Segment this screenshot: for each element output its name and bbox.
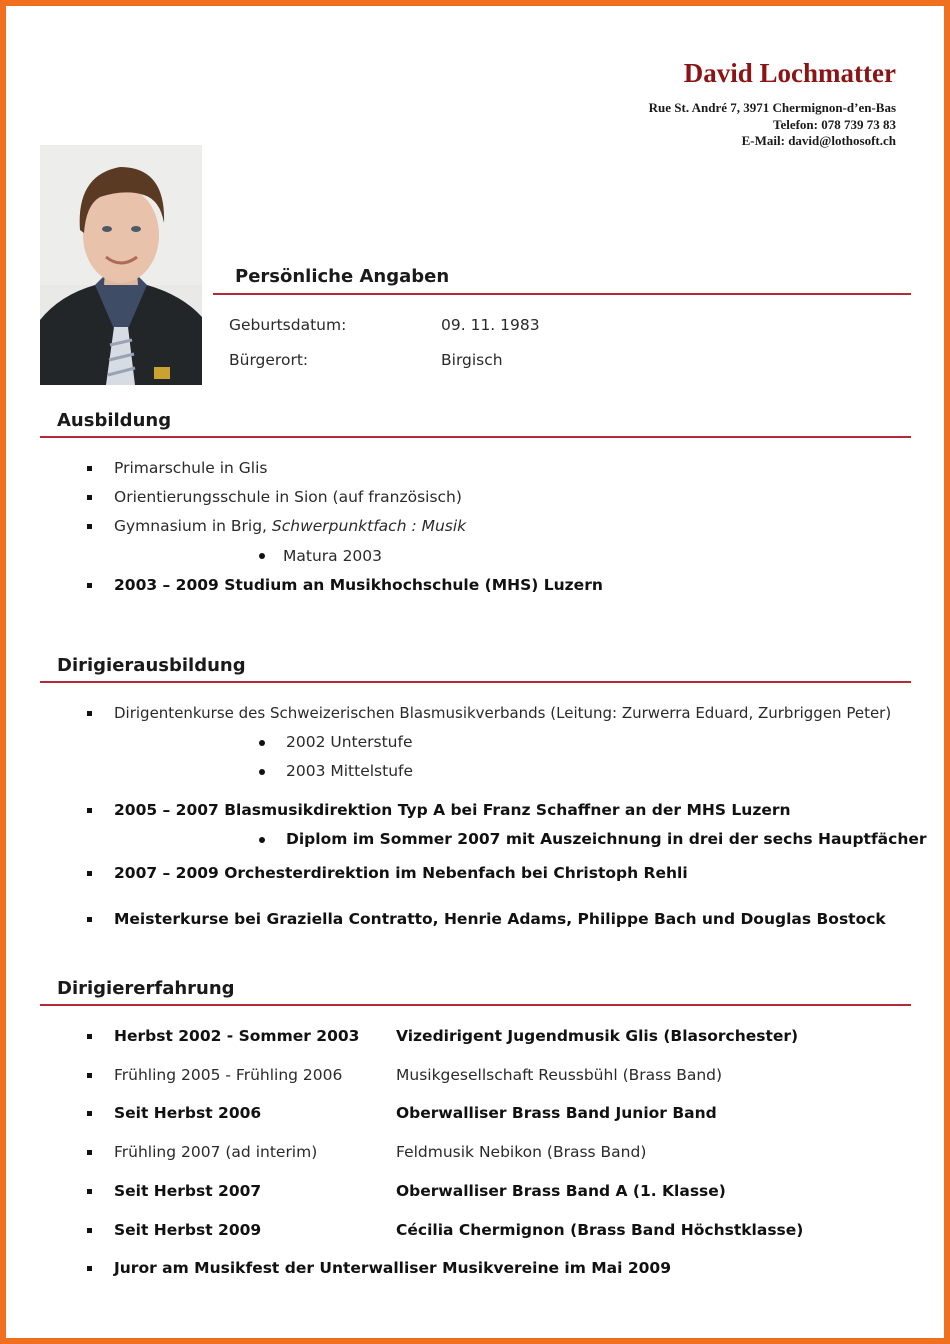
birth-label: Geburtsdatum: <box>229 316 347 334</box>
experience-period: Frühling 2005 - Frühling 2006 <box>114 1066 343 1084</box>
email: E-Mail: david@lothosoft.ch <box>741 133 896 148</box>
applicant-name: David Lochmatter <box>683 58 896 88</box>
section-title-personal: Persönliche Angaben <box>235 266 450 287</box>
experience-period: Herbst 2002 - Sommer 2003 <box>114 1027 360 1045</box>
list-item: 2005 – 2007 Blasmusikdirektion Typ A bei Franz Schaffner an der MHS Luzern <box>114 801 791 819</box>
sub-list-item: 2003 Mittelstufe <box>286 762 414 780</box>
experience-role: Oberwalliser Brass Band A (1. Klasse) <box>396 1182 726 1200</box>
sub-list-item: 2002 Unterstufe <box>286 733 413 751</box>
list-item-text: Gymnasium in Brig, <box>114 517 272 535</box>
list-item: Juror am Musikfest der Unterwalliser Musikvereine im Mai 2009 <box>114 1259 671 1277</box>
list-item: Dirigentenkurse des Schweizerischen Blasmusikverbands (Leitung: Zurwerra Eduard, Zurbriggen Peter) <box>114 704 892 722</box>
list-item: Orientierungsschule in Sion (auf französisch) <box>114 488 462 506</box>
origin-value: Birgisch <box>441 351 503 369</box>
section-title-education: Ausbildung <box>57 410 172 431</box>
section-title-experience: Dirigiererfahrung <box>57 978 235 999</box>
list-item: 2007 – 2009 Orchesterdirektion im Nebenfach bei Christoph Rehli <box>114 864 688 882</box>
experience-role: Oberwalliser Brass Band Junior Band <box>396 1104 717 1122</box>
experience-period: Seit Herbst 2009 <box>114 1221 262 1239</box>
list-item: Meisterkurse bei Graziella Contratto, Henrie Adams, Philippe Bach und Douglas Bostock <box>114 910 886 928</box>
experience-role: Feldmusik Nebikon (Brass Band) <box>396 1143 647 1161</box>
phone: Telefon: 078 739 73 83 <box>772 116 896 132</box>
section-title-conducting-education: Dirigierausbildung <box>57 655 246 676</box>
experience-period: Frühling 2007 (ad interim) <box>114 1143 318 1161</box>
list-item: Primarschule in Glis <box>114 459 268 477</box>
experience-role: Cécilia Chermignon (Brass Band Höchstklasse) <box>396 1221 804 1239</box>
list-item: 2003 – 2009 Studium an Musikhochschule (MHS) Luzern <box>114 576 603 594</box>
origin-label: Bürgerort: <box>229 351 309 369</box>
experience-role: Musikgesellschaft Reussbühl (Brass Band) <box>396 1066 723 1084</box>
experience-period: Seit Herbst 2007 <box>114 1182 262 1200</box>
sub-list-item: Matura 2003 <box>283 547 383 565</box>
address: Rue St. André 7, 3971 Chermignon-d’en-Bas <box>648 100 896 115</box>
experience-role: Vizedirigent Jugendmusik Glis (Blasorchester) <box>396 1027 799 1045</box>
experience-period: Seit Herbst 2006 <box>114 1104 262 1122</box>
birth-value: 09. 11. 1983 <box>441 316 540 334</box>
sub-list-item: Diplom im Sommer 2007 mit Auszeichnung in drei der sechs Hauptfächer <box>286 830 927 848</box>
list-item-italic: Schwerpunktfach : Musik <box>271 517 467 535</box>
